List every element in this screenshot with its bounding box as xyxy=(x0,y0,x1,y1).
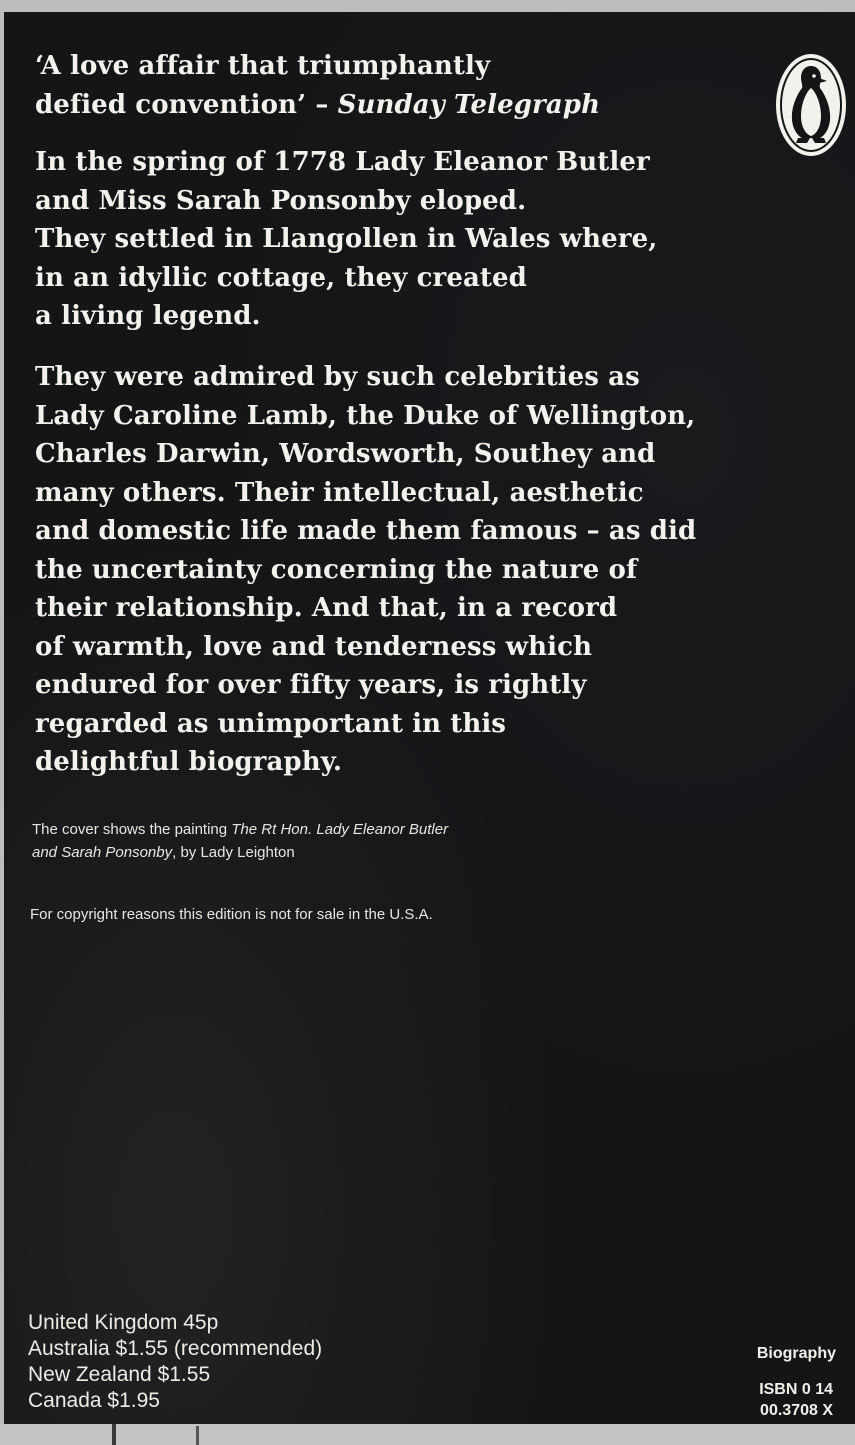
blurb-line: and domestic life made them famous – as did xyxy=(35,516,697,546)
painting-title-2: and Sarah Ponsonby xyxy=(32,844,173,861)
back-cover xyxy=(4,12,855,1424)
isbn xyxy=(759,1379,833,1421)
blurb-line: Charles Darwin, Wordsworth, Southey and xyxy=(35,439,656,469)
blurb-line: a living legend. xyxy=(35,301,261,331)
painting-title-1: The Rt Hon. Lady Eleanor Butler xyxy=(231,821,449,838)
quote-text-end: defied convention’ – xyxy=(35,89,338,120)
blurb-line: their relationship. And that, in a record xyxy=(35,593,618,623)
blurb-line: delightful biography. xyxy=(35,747,343,777)
credit-prefix: The cover shows the painting xyxy=(32,821,232,838)
blurb-line: the uncertainty concerning the nature of xyxy=(35,554,638,585)
quote-source: Sunday Telegraph xyxy=(337,89,601,120)
price-uk: United Kingdom 45p xyxy=(28,1311,219,1334)
blurb-line: and Miss Sarah Ponsonby eloped. xyxy=(35,185,527,216)
price-new-zealand: New Zealand $1.55 xyxy=(28,1363,211,1386)
blurb-line: endured for over fifty years, is rightly xyxy=(35,670,587,700)
quote-line-2 xyxy=(35,86,735,125)
blurb-line: Lady Caroline Lamb, the Duke of Wellington, xyxy=(35,400,696,431)
blurb-paragraph-2 xyxy=(35,358,795,782)
blurb-line: In the spring of 1778 Lady Eleanor Butler xyxy=(35,147,650,177)
scan-bottom-edge xyxy=(0,1424,855,1445)
isbn-line-1: ISBN 0 14 xyxy=(759,1381,833,1398)
blurb-line: many others. Their intellectual, aesthetic xyxy=(35,477,644,508)
scan-mark xyxy=(112,1424,116,1445)
price-canada: Canada $1.95 xyxy=(28,1389,160,1412)
blurb-paragraph-1 xyxy=(35,143,795,336)
penguin-icon xyxy=(774,52,848,158)
price-australia: Australia $1.55 (recommended) xyxy=(28,1337,323,1360)
isbn-line-2: 00.3708 X xyxy=(760,1402,833,1419)
review-quote xyxy=(35,47,735,124)
blurb-line: They were admired by such celebrities as xyxy=(35,362,640,392)
blurb-line: of warmth, love and tenderness which xyxy=(35,631,593,662)
price-list xyxy=(28,1310,322,1414)
cover-credit xyxy=(32,818,448,864)
credit-suffix: , by Lady Leighton xyxy=(172,844,295,861)
blurb-line: They settled in Llangollen in Wales where, xyxy=(35,224,658,254)
copyright-notice: For copyright reasons this edition is not for sale in the U.S.A. xyxy=(30,906,433,923)
blurb-line: regarded as unimportant in this xyxy=(35,708,507,739)
category-label: Biography xyxy=(756,1345,836,1362)
quote-line-1: ‘A love affair that triumphantly xyxy=(35,51,491,81)
blurb-line: in an idyllic cottage, they created xyxy=(35,262,527,293)
scan-mark xyxy=(196,1426,199,1445)
